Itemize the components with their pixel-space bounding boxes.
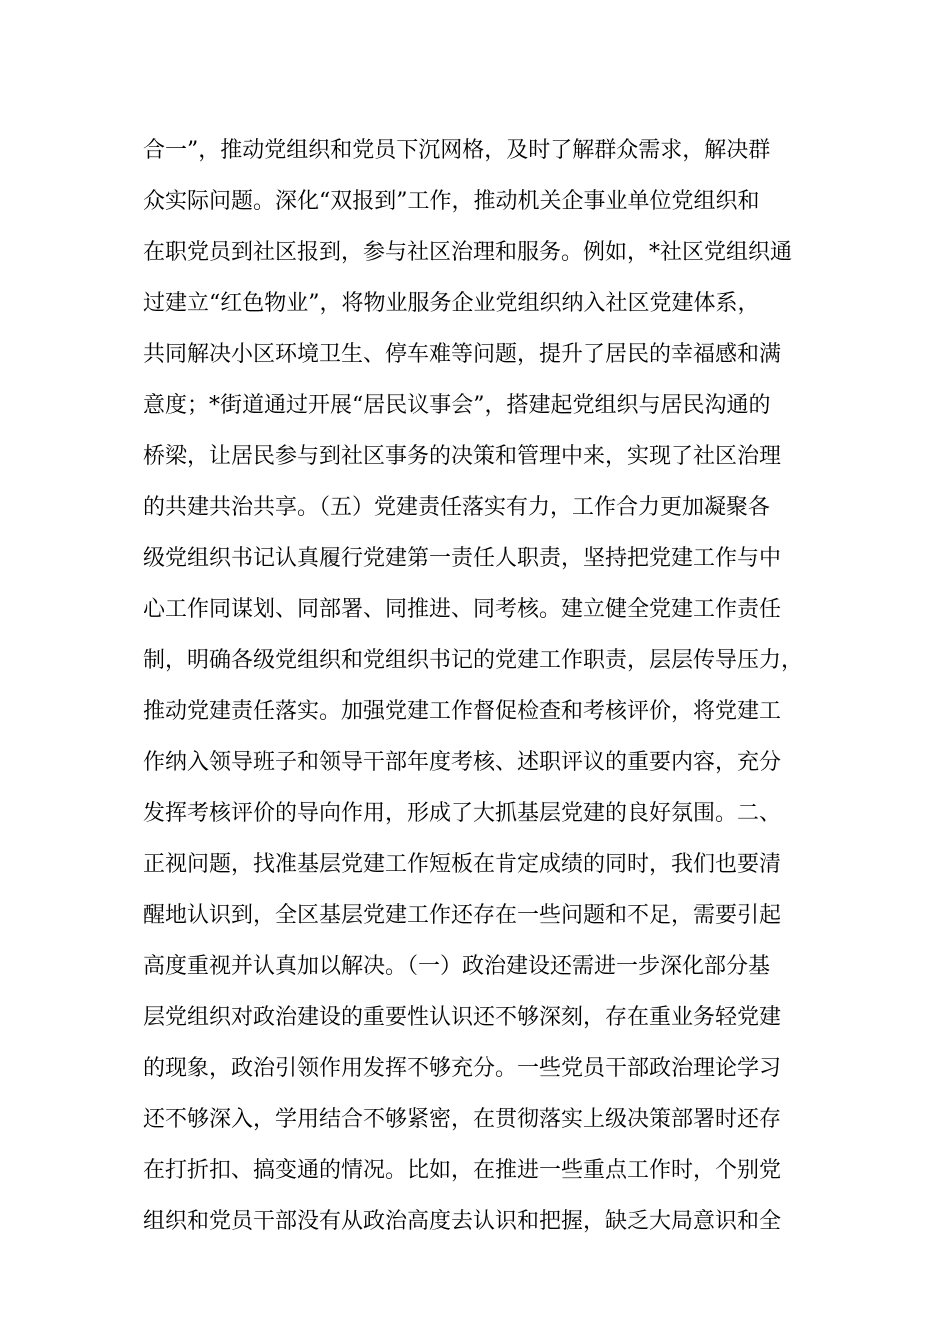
text-line: 意度；*街道通过开展“居民议事会”，搭建起党组织与居民沟通的 xyxy=(143,393,771,418)
text-line: 在职党员到社区报到，参与社区治理和服务。例如，*社区党组织通 xyxy=(143,240,793,265)
text-line: 的共建共治共享。（五）党建责任落实有力，工作合力更加凝聚各 xyxy=(143,495,771,520)
text-line: 高度重视并认真加以解决。（一）政治建设还需进一步深化部分基 xyxy=(143,954,771,979)
text-line: 层党组织对政治建设的重要性认识还不够深刻，存在重业务轻党建 xyxy=(143,1005,782,1030)
text-line: 过建立“红色物业”，将物业服务企业党组织纳入社区党建体系， xyxy=(143,291,760,316)
text-line: 众实际问题。深化“双报到”工作，推动机关企事业单位党组织和 xyxy=(143,189,760,214)
text-line: 组织和党员干部没有从政治高度去认识和把握，缺乏大局意识和全 xyxy=(143,1209,782,1234)
text-line: 心工作同谋划、同部署、同推进、同考核。建立健全党建工作责任 xyxy=(143,597,782,622)
text-line: 合一”，推动党组织和党员下沉网格，及时了解群众需求，解决群 xyxy=(143,138,771,163)
text-line: 共同解决小区环境卫生、停车难等问题，提升了居民的幸福感和满 xyxy=(143,342,782,367)
text-line: 醒地认识到，全区基层党建工作还存在一些问题和不足，需要引起 xyxy=(143,903,782,928)
text-line: 推动党建责任落实。加强党建工作督促检查和考核评价，将党建工 xyxy=(143,699,782,724)
text-line: 的现象，政治引领作用发挥不够充分。一些党员干部政治理论学习 xyxy=(143,1056,782,1081)
text-line: 制，明确各级党组织和党组织书记的党建工作职责，层层传导压力， xyxy=(143,648,804,673)
text-line: 正视问题，找准基层党建工作短板在肯定成绩的同时，我们也要清 xyxy=(143,852,782,877)
text-line: 发挥考核评价的导向作用，形成了大抓基层党建的良好氛围。二、 xyxy=(143,801,782,826)
text-line: 在打折扣、搞变通的情况。比如，在推进一些重点工作时，个别党 xyxy=(143,1158,782,1183)
text-line: 作纳入领导班子和领导干部年度考核、述职评议的重要内容，充分 xyxy=(143,750,782,775)
text-line: 桥梁，让居民参与到社区事务的决策和管理中来，实现了社区治理 xyxy=(143,444,782,469)
text-line: 级党组织书记认真履行党建第一责任人职责，坚持把党建工作与中 xyxy=(143,546,782,571)
text-line: 还不够深入，学用结合不够紧密，在贯彻落实上级决策部署时还存 xyxy=(143,1107,782,1132)
